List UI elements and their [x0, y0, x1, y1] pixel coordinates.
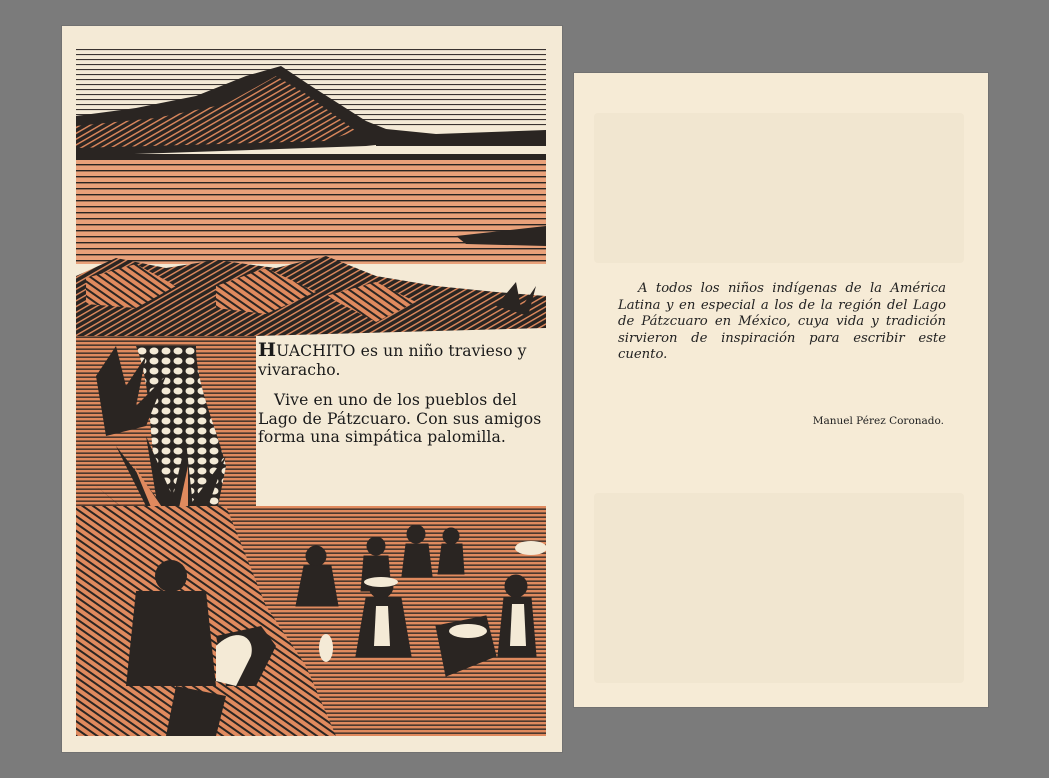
- story-paragraph-1: [258, 341, 558, 379]
- right-page: [574, 73, 988, 707]
- dedication-paragraph: A todos los niños indígenas de la América Latina y en especial a los de la región del Lago de Pátzcuaro en México, cuya vida y tradición sirvieron de inspiración para escribir este cuento.: [618, 281, 946, 363]
- story-paragraph-2: Vive en uno de los pueblos del Lago de Pátzcuaro. Con sus amigos forma una simpática palomilla.: [258, 391, 542, 446]
- author-signature: Manuel Pérez Coronado.: [812, 415, 944, 427]
- dedication-text: [618, 281, 946, 364]
- story-text: [258, 341, 558, 447]
- story-paragraph-1-text: UACHITO es un niño travieso y vivaracho.: [258, 342, 527, 379]
- left-page: [62, 26, 562, 752]
- drop-cap: H: [258, 339, 277, 361]
